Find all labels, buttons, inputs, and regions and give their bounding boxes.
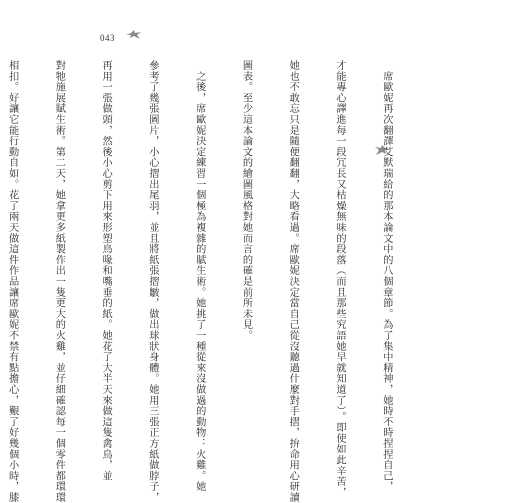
bird-icon bbox=[126, 30, 142, 40]
text-column: 席歐妮再次翻譯艾默瑞給的那本論文中的八個章節。為了集中精神，她時不時捏捏自己， bbox=[380, 60, 392, 492]
text-column: 再用一張做頭，然後小心剪下用來形塑鳥喙和嘴垂的紙。她花了大半天來做這隻禽鳥，並 bbox=[100, 60, 112, 482]
body-text bbox=[0, 60, 425, 503]
text-column: 她也不敢忘只是隨便翻翻，大略看過。席歐妮決定當自己從沒聽過什麼對手摺，拚命用心研讀 bbox=[287, 60, 299, 503]
text-column: 圖表。至少這本論文的繪圖風格對她而言的確是前所未見。 bbox=[240, 60, 252, 341]
text-column: 之後，席歐妮決定練習一個極為複雜的賦生術。她挑了一種從來沒做過的動物：火雞。她 bbox=[193, 60, 205, 492]
text-column: 對牠施展賦生術。第二天，她拿更多紙製作出一隻更大的火雞，並仔細確認每一個零件都環環 bbox=[53, 60, 65, 503]
text-column: 才能專心譯進每一段冗長又枯燥無味的段落（而且那些究語她早就知道了）。即使如此辛苦， bbox=[334, 60, 346, 498]
text-column: 相扣。好讓它能行動自如。花了兩天做這件作品讓席歐妮不禁有點擔心，艱了好幾個小時，膝 bbox=[6, 60, 18, 503]
page-number: 043 bbox=[100, 33, 115, 43]
text-column: 參考了幾張圖片，小心摺出尾羽，並且將紙張摺皺，做出球狀身體。她用三張正方紙做脖子， bbox=[146, 60, 158, 503]
